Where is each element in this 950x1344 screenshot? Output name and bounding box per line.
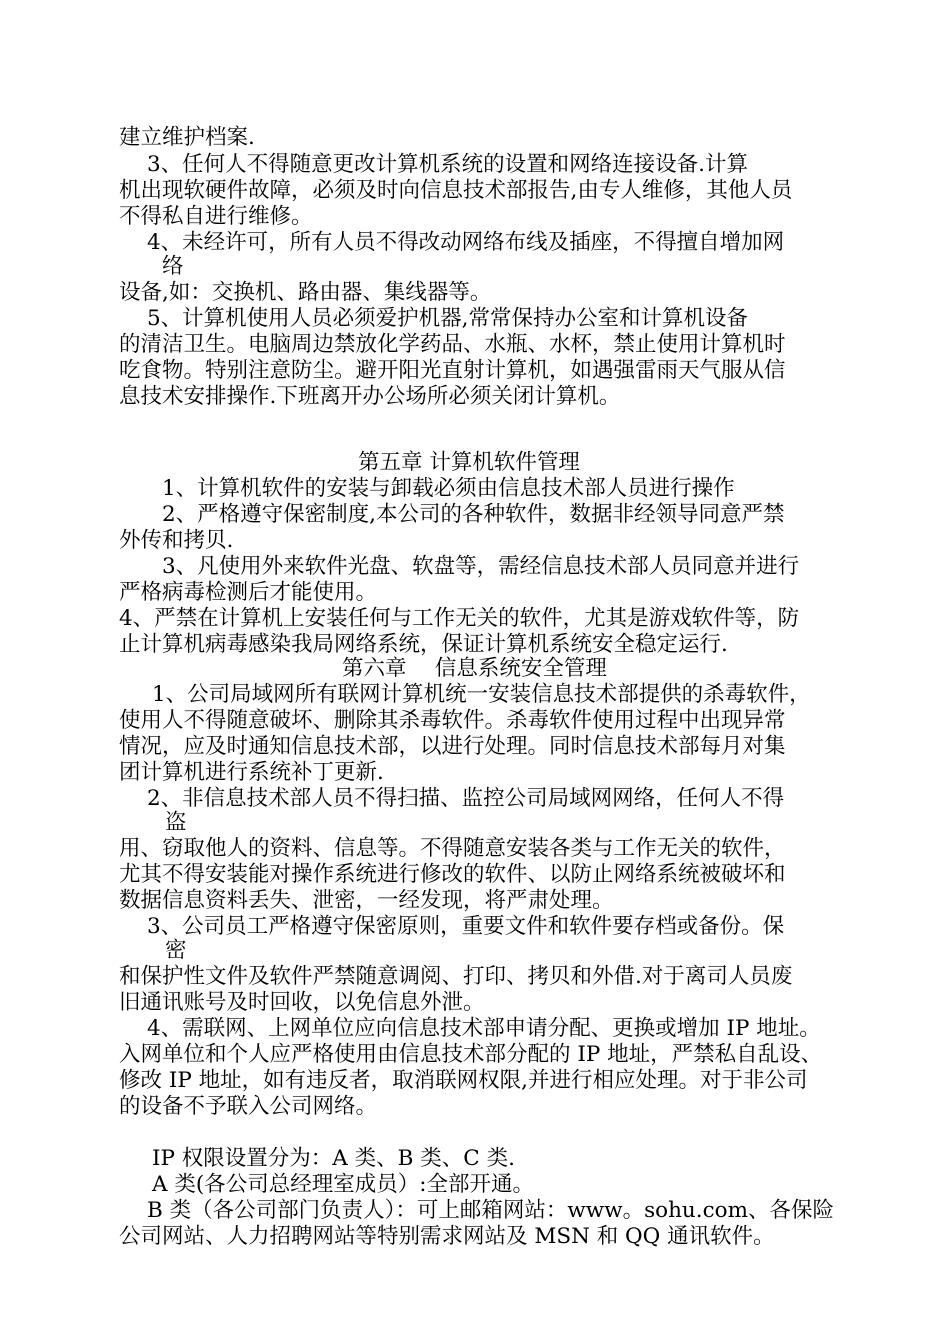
paragraph-line: A 类(各公司总经理室成员）:全部开通。 [152,1172,534,1197]
paragraph-line: 2、非信息技术部人员不得扫描、监控公司局域网网络，任何人不得 [147,786,785,811]
paragraph-line: 不得私自进行维修。 [119,204,313,229]
paragraph-line: 5、计算机使用人员必须爱护机器,常常保持办公室和计算机设备 [147,306,749,331]
chapter-heading: 第五章 计算机软件管理 [358,450,580,475]
paragraph-line: 盗 [165,810,187,835]
paragraph-line: 严格病毒检测后才能使用。 [119,580,378,605]
paragraph-line: 旧通讯账号及时回收，以免信息外泄。 [119,990,485,1015]
paragraph-line: 4、未经许可，所有人员不得改动网络布线及插座，不得擅自增加网 [147,230,785,255]
paragraph-line: 机出现软硬件故障，必须及时向信息技术部报告,由专人维修，其他人员 [119,178,793,203]
paragraph-line: 修改 IP 地址，如有违反者，取消联网权限,并进行相应处理。对于非公司 [119,1068,808,1093]
paragraph-line: 数据信息资料丢失、泄密，一经发现，将严肃处理。 [119,888,614,913]
paragraph-line: 1、公司局域网所有联网计算机统一安装信息技术部提供的杀毒软件， [152,682,811,707]
paragraph-line: 情况，应及时通知信息技术部，以进行处理。同时信息技术部每月对集 [119,734,786,759]
paragraph-line: 4、需联网、上网单位应向信息技术部申请分配、更换或增加 IP 地址。 [147,1016,821,1041]
paragraph-line: 使用人不得随意破坏、删除其杀毒软件。杀毒软件使用过程中出现异常 [119,708,786,733]
paragraph-line: IP 权限设置分为：A 类、B 类、C 类. [152,1146,515,1171]
paragraph-line: 3、公司员工严格遵守保密原则，重要文件和软件要存档或备份。保 [147,914,785,939]
paragraph-line: 公司网站、人力招聘网站等特别需求网站及 MSN 和 QQ 通讯软件。 [119,1224,775,1249]
paragraph-line: 4、严禁在计算机上安装任何与工作无关的软件，尤其是游戏软件等，防 [119,606,800,631]
paragraph-line: 3、任何人不得随意更改计算机系统的设置和网络连接设备.计算 [147,152,749,177]
paragraph-line: B 类（各公司部门负责人）：可上邮箱网站：www。sohu.com、各保险 [147,1198,834,1223]
paragraph-line: 1、计算机软件的安装与卸载必须由信息技术部人员进行操作 [162,476,735,501]
paragraph-line: 团计算机进行系统补丁更新. [119,760,384,785]
paragraph-line: 的设备不予联入公司网络。 [119,1094,378,1119]
paragraph-line: 设备,如：交换机、路由器、集线器等。 [119,280,492,305]
paragraph-line: 络 [162,254,184,279]
chapter-heading: 第六章 信息系统安全管理 [342,656,607,681]
paragraph-line: 尤其不得安装能对操作系统进行修改的软件、以防止网络系统被破坏和 [119,862,786,887]
paragraph-line: 的清洁卫生。电脑周边禁放化学药品、水瓶、水杯，禁止使用计算机时 [119,332,786,357]
paragraph-line: 2、严格遵守保密制度,本公司的各种软件，数据非经领导同意严禁 [162,502,785,527]
paragraph-line: 3、凡使用外来软件光盘、软盘等，需经信息技术部人员同意并进行 [162,554,800,579]
paragraph-line: 吃食物。特别注意防尘。避开阳光直射计算机，如遇强雷雨天气服从信 [119,358,786,383]
paragraph-line: 外传和拷贝. [119,528,234,553]
paragraph-line: 用、窃取他人的资料、信息等。不得随意安装各类与工作无关的软件， [119,836,786,861]
paragraph-line: 密 [165,938,187,963]
paragraph-line: 入网单位和个人应严格使用由信息技术部分配的 IP 地址，严禁私自乱设、 [119,1042,823,1067]
paragraph-line: 和保护性文件及软件严禁随意调阅、打印、拷贝和外借.对于离司人员废 [119,964,793,989]
paragraph-line: 息技术安排操作.下班离开办公场所必须关闭计算机。 [119,384,621,409]
paragraph-line: 建立维护档案. [119,125,255,150]
paragraph-line: 止计算机病毒感染我局网络系统，保证计算机系统安全稳定运行. [119,632,728,657]
